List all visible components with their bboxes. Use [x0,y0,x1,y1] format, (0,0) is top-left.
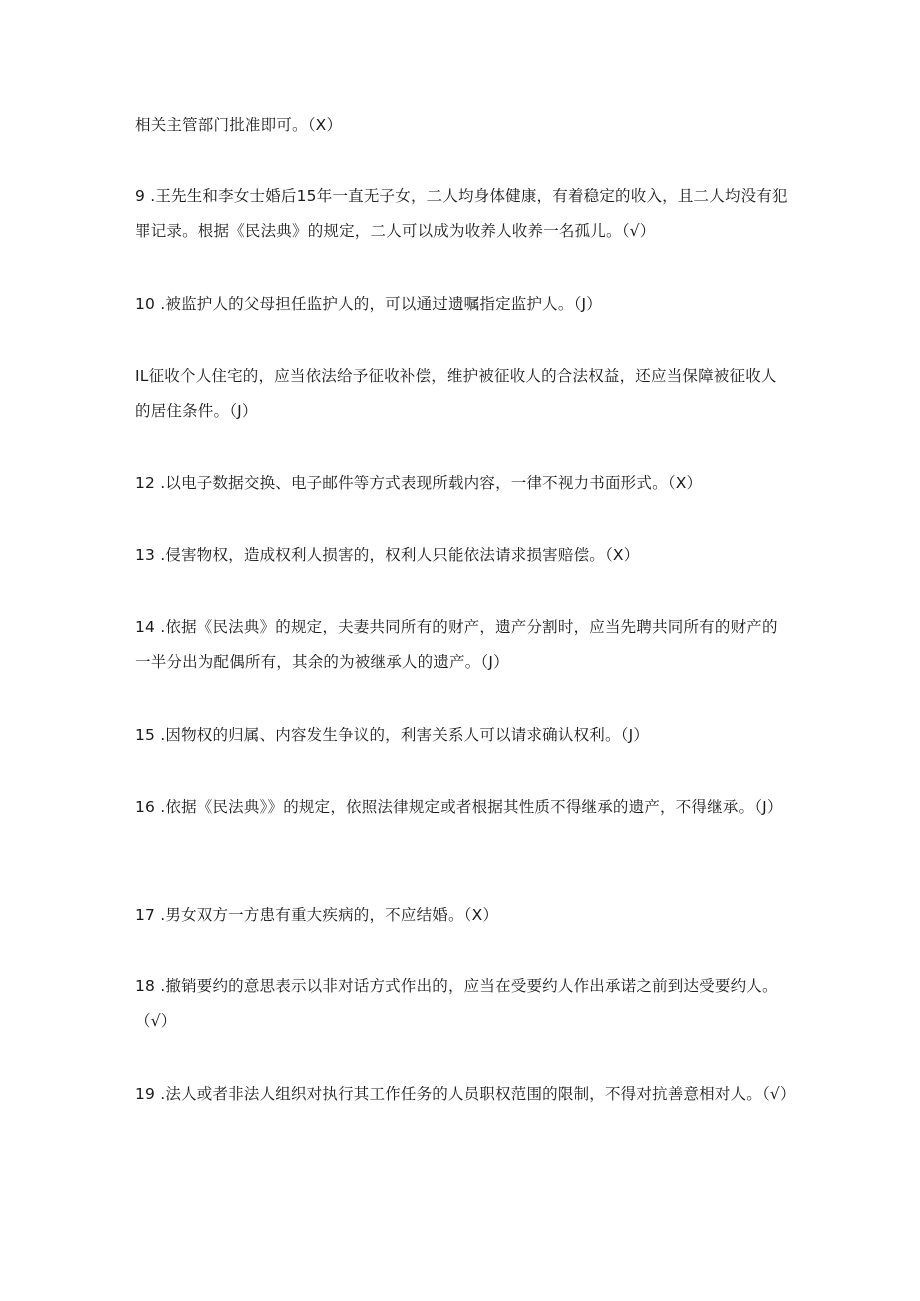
question-13: 13 .侵害物权，造成权利人损害的，权利人只能依法请求损害赔偿。（X） [135,546,640,564]
question-12: 12 .以电子数据交换、电子邮件等方式表现所载内容，一律不视力书面形式。（X） [135,474,703,492]
question-15: 15 .因物权的归属、内容发生争议的，利害关系人可以请求确认权利。（J） [135,726,650,744]
question-11: IL征收个人住宅的，应当依法给予征收补偿，维护被征收人的合法权益，还应当保障被征收人的居住条件。（J） [135,367,777,420]
question-9: 9 .王先生和李女士婚后15年一直无子女，二人均身体健康，有着稳定的收入，且二人均没有犯罪记录。根据《民法典》的规定，二人可以成为收养人收养一名孤儿。（√） [135,187,788,240]
question-19: 19 .法人或者非法人组织对执行其工作任务的人员职权范围的限制，不得对抗善意相对人。（√） [135,1085,796,1103]
question-16: 16 .依据《民法典》》的规定，依照法律规定或者根据其性质不得继承的遗产，不得继承。（J） [135,798,783,816]
question-17: 17 .男女双方一方患有重大疾病的，不应结婚。（X） [135,906,499,924]
question-18: 18 .撤销要约的意思表示以非对话方式作出的，应当在受要约人作出承诺之前到达受要约人。（√） [135,977,778,1030]
question-10: 10 .被监护人的父母担任监护人的，可以通过遗嘱指定监护人。（J） [135,295,603,313]
paragraph-8-continuation: 相关主管部门批准即可。（X） [135,116,343,134]
question-14: 14 .依据《民法典》的规定，夫妻共同所有的财产，遗产分割时，应当先聘共同所有的财产的一半分出为配偶所有，其余的为被继承人的遗产。（J） [135,618,778,671]
